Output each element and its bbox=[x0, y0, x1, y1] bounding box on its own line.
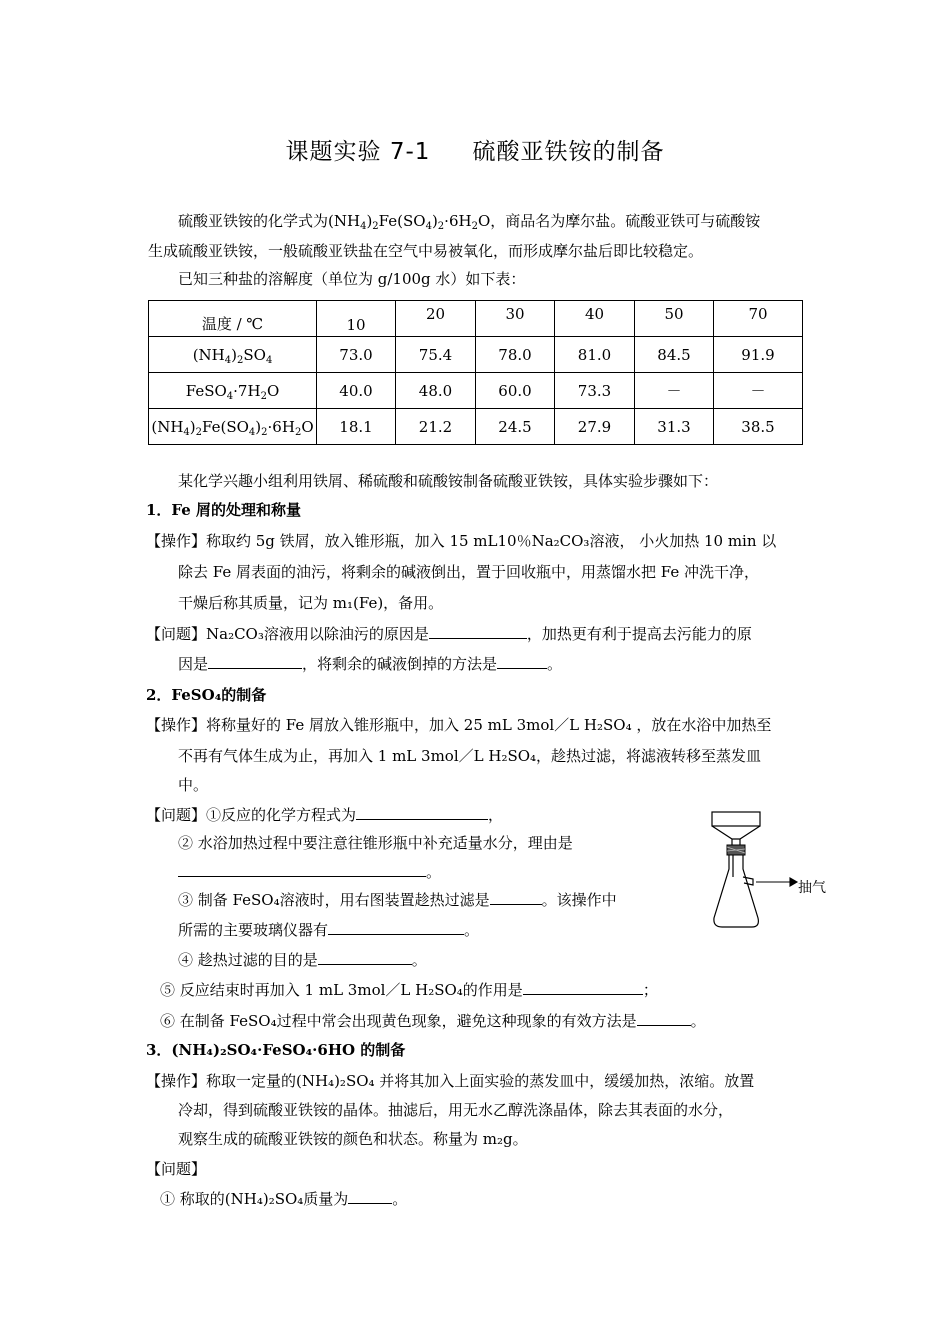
answer-blank[interactable] bbox=[490, 888, 542, 905]
table-cell: 75.4 bbox=[396, 337, 476, 373]
table-cell: 73.3 bbox=[555, 373, 635, 409]
answer-blank[interactable] bbox=[523, 978, 643, 995]
table-cell: 27.9 bbox=[555, 409, 635, 445]
table-row-name: $FeSO_4\cdot 7H_2O$ bbox=[149, 373, 317, 409]
suction-filtration-figure bbox=[700, 805, 840, 935]
table-cell: 60.0 bbox=[476, 373, 555, 409]
table-row bbox=[149, 373, 803, 409]
table-cell: 18.1 bbox=[317, 409, 396, 445]
answer-blank[interactable] bbox=[429, 622, 527, 639]
s2-question-1: 【问题】①反应的化学方程式为 ， bbox=[146, 803, 503, 826]
s1-question-line-2: 因是 ，将剩余的碱液倒掉的方法是 。 bbox=[178, 652, 562, 675]
s3-operation-line-3: 观察生成的硫酸亚铁铵的颜色和状态。称量为 m₂g。 bbox=[178, 1130, 528, 1148]
s2-operation-line-1: 【操作】将称量好的 Fe 屑放入锥形瓶中，加入 25 mL 3mol／L H₂SO₄ ，放在水浴中加热至 bbox=[146, 716, 772, 734]
table-cell: 31.3 bbox=[635, 409, 714, 445]
answer-blank[interactable] bbox=[348, 1187, 392, 1204]
intro-line-2: 生成硫酸亚铁铵，一般硫酸亚铁盐在空气中易被氧化，而形成摩尔盐后即比较稳定。 bbox=[148, 242, 704, 260]
table-header-cell: 70 bbox=[714, 301, 803, 337]
table-header-cell: 40 bbox=[555, 301, 635, 337]
s1-operation-line-2: 除去 Fe 屑表面的油污，将剩余的碱液倒出，置于回收瓶中，用蒸馏水把 Fe 冲洗干净， bbox=[178, 563, 760, 581]
table-cell: 40.0 bbox=[317, 373, 396, 409]
s2-question-4: ④ 趁热过滤的目的是 。 bbox=[178, 948, 427, 971]
table-header-cell: 10 bbox=[317, 301, 396, 337]
solubility-table bbox=[148, 300, 803, 445]
figure-label: 抽气 bbox=[798, 880, 826, 896]
table-row bbox=[149, 337, 803, 373]
answer-blank[interactable] bbox=[497, 652, 547, 669]
s2-question-2-answer: 。 bbox=[178, 860, 441, 883]
answer-blank[interactable] bbox=[637, 1009, 691, 1026]
table-cell: 84.5 bbox=[635, 337, 714, 373]
lead-paragraph: 某化学兴趣小组利用铁屑、稀硫酸和硫酸铵制备硫酸亚铁铵，具体实验步骤如下： bbox=[178, 472, 719, 490]
s2-question-6: ⑥ 在制备 FeSO₄过程中常会出现黄色现象，避免这种现象的有效方法是 。 bbox=[160, 1009, 706, 1032]
answer-blank[interactable] bbox=[208, 652, 302, 669]
rubber-stopper-icon bbox=[727, 845, 745, 855]
page-title bbox=[0, 133, 950, 166]
s3-operation-line-1: 【操作】称取一定量的(NH₄)₂SO₄ 并将其加入上面实验的蒸发皿中，缓缓加热，浓缩。放置 bbox=[146, 1072, 755, 1090]
s3-question-label: 【问题】 bbox=[146, 1160, 207, 1178]
table-cell: 81.0 bbox=[555, 337, 635, 373]
section-2-heading: 2．FeSO₄的制备 bbox=[146, 686, 267, 704]
table-row bbox=[149, 409, 803, 445]
s3-operation-line-2: 冷却，得到硫酸亚铁铵的晶体。抽滤后，用无水乙醇洗涤晶体，除去其表面的水分， bbox=[178, 1101, 734, 1119]
s2-question-3: ③ 制备 FeSO₄溶液时，用右图装置趁热过滤是 。该操作中 bbox=[178, 888, 617, 911]
table-row-name: $(NH_4)_2SO_4$ bbox=[149, 337, 317, 373]
answer-blank[interactable] bbox=[318, 948, 412, 965]
intro-line-3: 已知三种盐的溶解度（单位为 g/100g 水）如下表： bbox=[178, 270, 526, 288]
s2-operation-line-3: 中。 bbox=[178, 776, 209, 794]
table-cell: 24.5 bbox=[476, 409, 555, 445]
table-cell: 91.9 bbox=[714, 337, 803, 373]
s1-question-line-1: 【问题】Na₂CO₃溶液用以除油污的原因是 ，加热更有利于提高去污能力的原 bbox=[146, 622, 752, 645]
answer-blank[interactable] bbox=[178, 860, 426, 877]
title-part2: 硫酸亚铁铵的制备 bbox=[472, 139, 665, 165]
title-part1: 课题实验 7-1 bbox=[285, 139, 431, 165]
s2-question-3-cont: 所需的主要玻璃仪器有 。 bbox=[178, 918, 479, 941]
s2-question-5: ⑤ 反应结束时再加入 1 mL 3mol／L H₂SO₄的作用是 ； bbox=[160, 978, 658, 1001]
table-header-cell: 50 bbox=[635, 301, 714, 337]
section-3-heading: 3．(NH₄)₂SO₄·FeSO₄·6HO 的制备 bbox=[146, 1041, 406, 1059]
section-1-heading: 1．Fe 屑的处理和称量 bbox=[146, 501, 302, 519]
s2-question-2: ② 水浴加热过程中要注意往锥形瓶中补充适量水分，理由是 bbox=[178, 834, 573, 852]
table-cell: 38.5 bbox=[714, 409, 803, 445]
table-header-cell: 20 bbox=[396, 301, 476, 337]
table-cell: 48.0 bbox=[396, 373, 476, 409]
table-header-label: 温度 / ℃ bbox=[149, 301, 317, 337]
table-cell: － bbox=[635, 373, 714, 409]
table-header-cell: 30 bbox=[476, 301, 555, 337]
table-header-row bbox=[149, 301, 803, 337]
table-cell: 21.2 bbox=[396, 409, 476, 445]
intro-line-1: 硫酸亚铁铵的化学式为$(NH_4)_2Fe(SO_4)_2\cdot 6H_2O$，商品名为摩尔盐。硫酸亚铁可与硫酸铵 bbox=[178, 212, 761, 232]
answer-blank[interactable] bbox=[356, 803, 488, 820]
s3-question-1: ① 称取的(NH₄)₂SO₄质量为 。 bbox=[160, 1187, 407, 1210]
s1-operation-line-1: 【操作】称取约 5g 铁屑，放入锥形瓶，加入 15 mL10％Na₂CO₃溶液， 小火加热 10 min 以 bbox=[146, 532, 777, 550]
arrow-right-icon bbox=[756, 878, 797, 886]
table-cell: － bbox=[714, 373, 803, 409]
s1-operation-line-3: 干燥后称其质量，记为 m₁(Fe)，备用。 bbox=[178, 594, 444, 612]
table-row-name: $(NH_4)_2Fe(SO_4)_2\cdot 6H_2O$ bbox=[149, 409, 317, 445]
s2-operation-line-2: 不再有气体生成为止，再加入 1 mL 3mol／L H₂SO₄，趁热过滤，将滤液转移至蒸发皿 bbox=[178, 747, 762, 765]
table-cell: 78.0 bbox=[476, 337, 555, 373]
filter-flask-icon bbox=[714, 855, 759, 927]
table-cell: 73.0 bbox=[317, 337, 396, 373]
answer-blank[interactable] bbox=[328, 918, 464, 935]
